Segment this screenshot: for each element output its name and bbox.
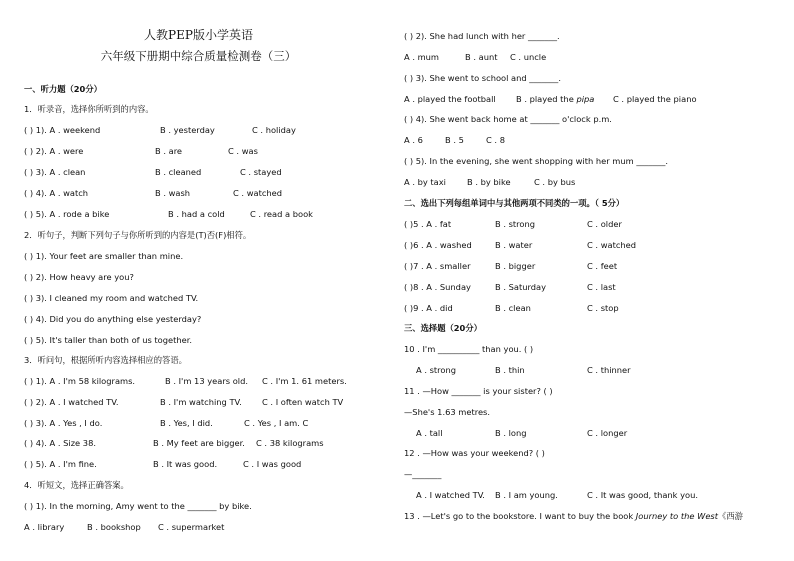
q4-item-3-option-b-text: B . played the bbox=[516, 94, 577, 104]
q1-item-5: ( ) 5). A . rode a bike bbox=[24, 209, 110, 219]
q4-item-2: ( ) 2). She had lunch with her _______. bbox=[404, 31, 560, 41]
q11: 11 . —How _______ is your sister? ( ) bbox=[404, 386, 553, 396]
q1-item-3-option-c: C . stayed bbox=[240, 167, 282, 177]
q12: 12 . —How was your weekend? ( ) bbox=[404, 448, 545, 458]
s2-item-8-option-c: C . last bbox=[587, 282, 616, 292]
section-3-heading: 三、选择题（20分） bbox=[404, 323, 482, 333]
q4-item-5: ( ) 5). In the evening, she went shopping with her mum _______. bbox=[404, 156, 669, 166]
s2-item-9: ( )9 . A . did bbox=[404, 303, 453, 313]
s2-item-6-option-b: B . water bbox=[495, 240, 533, 250]
q12-answer-line: —_______ bbox=[404, 469, 442, 479]
s2-item-5-option-b: B . strong bbox=[495, 219, 536, 229]
q4-item-2-option-b: B . aunt bbox=[465, 52, 498, 62]
q4-item-3-option-b-pipa: pipa bbox=[576, 94, 595, 104]
q4-item-1-option-a: A . library bbox=[24, 522, 65, 532]
s2-item-6-option-c: C . watched bbox=[587, 240, 637, 250]
q3-item-3-option-c: C . Yes , I am. C bbox=[244, 418, 309, 428]
q4-item-4-option-b: B . 5 bbox=[445, 135, 464, 145]
q13 bbox=[404, 511, 743, 521]
q11-answer-line: —She's 1.63 metres. bbox=[404, 407, 491, 417]
q1-item-4-option-b: B . wash bbox=[155, 188, 191, 198]
q4-item-1: ( ) 1). In the morning, Amy went to the _______ by bike. bbox=[24, 501, 252, 511]
s2-item-9-option-c: C . stop bbox=[587, 303, 619, 313]
q1-item-4: ( ) 4). A . watch bbox=[24, 188, 89, 198]
q4-item-3: ( ) 3). She went to school and _______. bbox=[404, 73, 561, 83]
q4-item-1-option-b: B . bookshop bbox=[87, 522, 141, 532]
q2-item-2: ( ) 2). How heavy are you? bbox=[24, 272, 134, 282]
q4-item-4-option-a: A . 6 bbox=[404, 135, 423, 145]
q11-option-b: B . long bbox=[495, 428, 527, 438]
s2-item-6: ( )6 . A . washed bbox=[404, 240, 472, 250]
q4-item-2-option-a: A . mum bbox=[404, 52, 440, 62]
q10: 10 . I'm __________ than you. ( ) bbox=[404, 344, 534, 354]
q4-item-2-option-c: C . uncle bbox=[510, 52, 547, 62]
q1-item-5-option-b: B . had a cold bbox=[168, 209, 225, 219]
s2-item-9-option-b: B . clean bbox=[495, 303, 531, 313]
q4-item-4-option-c: C . 8 bbox=[486, 135, 505, 145]
section-1-heading: 一、听力题（20分） bbox=[24, 84, 102, 94]
q1-item-4-option-c: C . watched bbox=[233, 188, 283, 198]
s2-item-7-option-b: B . bigger bbox=[495, 261, 536, 271]
q1-item-5-option-c: C . read a book bbox=[250, 209, 313, 219]
s2-item-8-option-b: B . Saturday bbox=[495, 282, 546, 292]
exam-title: 人教PEP版小学英语 bbox=[144, 28, 253, 42]
q10-option-b: B . thin bbox=[495, 365, 525, 375]
q1-item-1-option-c: C . holiday bbox=[252, 125, 296, 135]
q3-item-2-option-c: C . I often watch TV bbox=[262, 397, 344, 407]
q12-option-a: A . I watched TV. bbox=[416, 490, 485, 500]
q1-item-1-option-b: B . yesterday bbox=[160, 125, 215, 135]
q4-item-1-option-c: C . supermarket bbox=[158, 522, 225, 532]
q13-text-cn: 《西游 bbox=[718, 511, 743, 521]
q3-item-5-option-b: B . It was good. bbox=[153, 459, 218, 469]
q4-item-5-option-a: A . by taxi bbox=[404, 177, 446, 187]
q4-item-3-option-b bbox=[516, 94, 594, 104]
section-2-heading: 二、选出下列每组单词中与其他两项不同类的一项。（ 5分） bbox=[404, 198, 625, 208]
q3-item-4-option-c: C . 38 kilograms bbox=[256, 438, 324, 448]
s2-item-5: ( )5 . A . fat bbox=[404, 219, 452, 229]
q4-item-5-option-b: B . by bike bbox=[467, 177, 511, 187]
exam-subtitle: 六年级下册期中综合质量检测卷（三） bbox=[100, 49, 297, 63]
s2-item-5-option-c: C . older bbox=[587, 219, 622, 229]
q12-option-c: C . It was good, thank you. bbox=[587, 490, 699, 500]
q3-item-3-option-b: B . Yes, I did. bbox=[160, 418, 213, 428]
q4-item-3-option-a: A . played the football bbox=[404, 94, 496, 104]
q3-item-1: ( ) 1). A . I'm 58 kilograms. bbox=[24, 376, 136, 386]
q3-item-4: ( ) 4). A . Size 38. bbox=[24, 438, 96, 448]
q3-item-1-option-c: C . I'm 1. 61 meters. bbox=[262, 376, 347, 386]
q2-item-3: ( ) 3). I cleaned my room and watched TV. bbox=[24, 293, 199, 303]
q4-item-5-option-c: C . by bus bbox=[534, 177, 576, 187]
q13-text: 13 . —Let's go to the bookstore. I want to buy the book bbox=[404, 511, 636, 521]
q10-option-c: C . thinner bbox=[587, 365, 631, 375]
q3-item-2: ( ) 2). A . I watched TV. bbox=[24, 397, 119, 407]
q3-item-4-option-b: B . My feet are bigger. bbox=[153, 438, 245, 448]
q2-item-5: ( ) 5). It's taller than both of us together. bbox=[24, 335, 193, 345]
q3-item-1-option-b: B . I'm 13 years old. bbox=[165, 376, 249, 386]
q2-item-1: ( ) 1). Your feet are smaller than mine. bbox=[24, 251, 184, 261]
q4-item-3-option-c: C . played the piano bbox=[613, 94, 697, 104]
s2-item-7: ( )7 . A . smaller bbox=[404, 261, 471, 271]
s2-item-8: ( )8 . A . Sunday bbox=[404, 282, 471, 292]
q3-item-3: ( ) 3). A . Yes , I do. bbox=[24, 418, 103, 428]
q10-option-a: A . strong bbox=[416, 365, 456, 375]
q2-instruction: 2．听句子，判断下列句子与你所听到的内容是(T)否(F)相符。 bbox=[24, 230, 252, 240]
q1-item-1: ( ) 1). A . weekend bbox=[24, 125, 101, 135]
q2-item-4: ( ) 4). Did you do anything else yesterday? bbox=[24, 314, 202, 324]
q1-instruction: 1．听录音，选择你所听到的内容。 bbox=[24, 104, 154, 114]
q11-option-c: C . longer bbox=[587, 428, 628, 438]
q4-item-4: ( ) 4). She went back home at _______ o'clock p.m. bbox=[404, 114, 612, 124]
s2-item-7-option-c: C . feet bbox=[587, 261, 618, 271]
q11-option-a: A . tall bbox=[416, 428, 443, 438]
q3-item-2-option-b: B . I'm watching TV. bbox=[160, 397, 242, 407]
q1-item-3-option-b: B . cleaned bbox=[155, 167, 202, 177]
q1-item-3: ( ) 3). A . clean bbox=[24, 167, 86, 177]
q3-item-5-option-c: C . I was good bbox=[243, 459, 302, 469]
q1-item-2: ( ) 2). A . were bbox=[24, 146, 84, 156]
q13-book-title: Journey to the West bbox=[635, 511, 719, 521]
q3-instruction: 3．听问句，根据所听内容选择相应的答语。 bbox=[24, 355, 187, 365]
q3-item-5: ( ) 5). A . I'm fine. bbox=[24, 459, 97, 469]
q12-option-b: B . I am young. bbox=[495, 490, 558, 500]
q4-instruction: 4．听短文，选择正确答案。 bbox=[24, 480, 129, 490]
q1-item-2-option-c: C . was bbox=[228, 146, 258, 156]
q1-item-2-option-b: B . are bbox=[155, 146, 183, 156]
